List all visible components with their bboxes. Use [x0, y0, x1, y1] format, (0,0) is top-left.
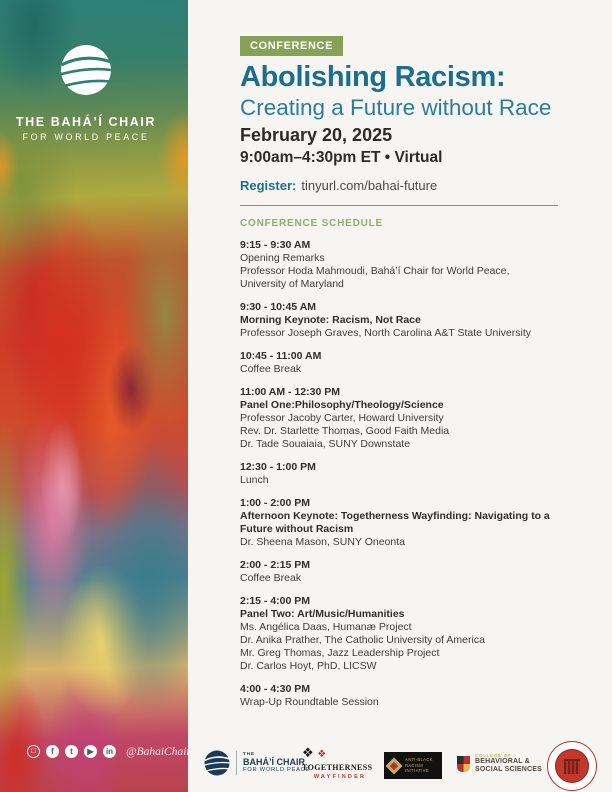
session-detail: Professor Jacoby Carter, Howard University [240, 412, 444, 424]
globe-icon [204, 750, 230, 776]
social-row [27, 745, 191, 758]
session-time: 1:00 - 2:00 PM [240, 497, 311, 509]
schedule-session [240, 461, 558, 487]
footer-logo-line1: BAHÁ’Í CHAIR [243, 756, 305, 767]
schedule-session [240, 595, 558, 673]
footer-logo-the: THE [243, 751, 255, 757]
session-title: Afternoon Keynote: Togetherness Wayfinding: Navigating to a Future without Racism [240, 510, 550, 535]
togetherness-wayfinder-logo [302, 746, 378, 780]
bahai-chair-logo [0, 44, 172, 142]
session-time: 4:00 - 4:30 PM [240, 683, 311, 695]
session-time: 10:45 - 11:00 AM [240, 350, 322, 362]
bsos-text [475, 753, 542, 774]
register-url[interactable]: tinyurl.com/bahai-future [301, 178, 438, 193]
session-detail: Ms. Angélica Daas, Humanæ Project [240, 621, 412, 633]
schedule-heading: CONFERENCE SCHEDULE [240, 218, 383, 229]
globe-icon [60, 44, 112, 96]
session-detail: Professor Joseph Graves, North Carolina A&T State University [240, 327, 532, 339]
bsos-line1: COLLEGE OF [475, 753, 512, 758]
footer-logo-text [243, 752, 310, 773]
instagram-icon[interactable]: □ [27, 745, 40, 758]
session-detail: Dr. Anika Prather, The Catholic University of America [240, 634, 485, 646]
linkedin-icon[interactable]: in [103, 745, 116, 758]
conference-badge: CONFERENCE [240, 36, 343, 56]
abri-line2: RACISM [405, 762, 424, 768]
session-detail: Dr. Tade Souaiaia, SUNY Downstate [240, 438, 411, 450]
schedule-session [240, 683, 558, 709]
togetherness-flower-icons: ❖ ❖ [302, 745, 327, 760]
abri-line3: INITIATIVE [405, 768, 429, 774]
session-detail: Dr. Carlos Hoyt, PhD, LICSW [240, 660, 377, 672]
schedule-session [240, 301, 558, 340]
divider-rule [240, 205, 558, 206]
schedule-session [240, 497, 558, 549]
bsos-line2: BEHAVIORAL & [475, 758, 531, 766]
session-detail: Rev. Dr. Starlette Thomas, Good Faith Media [240, 425, 450, 437]
bahai-chair-footer-logo [204, 750, 310, 776]
register-label: Register: [240, 178, 297, 193]
maryland-crest-icon [457, 756, 470, 772]
page-subtitle: Creating a Future without Race [240, 95, 552, 120]
togetherness-line2: WAYFINDER [313, 774, 367, 780]
event-date: February 20, 2025 [240, 125, 393, 145]
behavioral-social-sciences-logo [457, 753, 542, 774]
logo-divider [236, 751, 237, 775]
footer-logo-line2: FOR WORLD PEACE [243, 766, 311, 773]
session-time: 2:00 - 2:15 PM [240, 559, 311, 571]
schedule-sessions [240, 239, 558, 719]
session-time: 12:30 - 1:00 PM [240, 461, 316, 473]
session-time: 2:15 - 4:00 PM [240, 595, 311, 607]
schedule-session [240, 350, 558, 376]
togetherness-line1: TOGETHERNESS [302, 763, 373, 772]
youtube-icon[interactable]: ▶ [84, 745, 97, 758]
university-seal-logo [547, 741, 597, 791]
event-time-mode: 9:00am–4:30pm ET • Virtual [240, 149, 443, 166]
abri-text [405, 757, 433, 773]
schedule-session [240, 239, 558, 291]
register-line [240, 178, 437, 193]
session-detail: Coffee Break [240, 572, 302, 584]
anti-black-racism-initiative-logo [384, 752, 442, 779]
session-title: Panel One:Philosophy/Theology/Science [240, 399, 444, 411]
session-detail: Wrap-Up Roundtable Session [240, 696, 379, 708]
session-time: 9:15 - 9:30 AM [240, 239, 311, 251]
session-time: 11:00 AM - 12:30 PM [240, 386, 340, 398]
logo-line1: THE BAHÁ’Í CHAIR [15, 115, 157, 129]
session-detail: Professor Hoda Mahmoudi, Bahá’í Chair for World Peace, University of Maryland [240, 265, 510, 290]
schedule-session [240, 559, 558, 585]
social-icons [27, 745, 116, 758]
session-detail: Lunch [240, 474, 269, 486]
page-title: Abolishing Racism: [240, 61, 506, 93]
schedule-session [240, 386, 558, 451]
session-title: Panel Two: Art/Music/Humanities [240, 608, 405, 620]
logo-line2: FOR WORLD PEACE [22, 132, 150, 142]
bsos-line3: SOCIAL SCIENCES [475, 766, 543, 774]
session-detail: Dr. Sheena Mason, SUNY Oneonta [240, 536, 405, 548]
session-detail: Coffee Break [240, 363, 302, 375]
facebook-icon[interactable]: f [46, 745, 59, 758]
social-handle: @BahaiChair [126, 745, 191, 758]
session-detail: Opening Remarks [240, 252, 325, 264]
twitter-icon[interactable]: t [65, 745, 78, 758]
seal-building-icon [564, 759, 580, 774]
abri-line1: ANTI-BLACK [405, 757, 433, 763]
session-title: Morning Keynote: Racism, Not Race [240, 314, 421, 326]
abri-diamond-icon [386, 757, 403, 774]
session-detail: Mr. Greg Thomas, Jazz Leadership Project [240, 647, 440, 659]
session-time: 9:30 - 10:45 AM [240, 301, 317, 313]
seal-inner-disc [555, 749, 589, 783]
